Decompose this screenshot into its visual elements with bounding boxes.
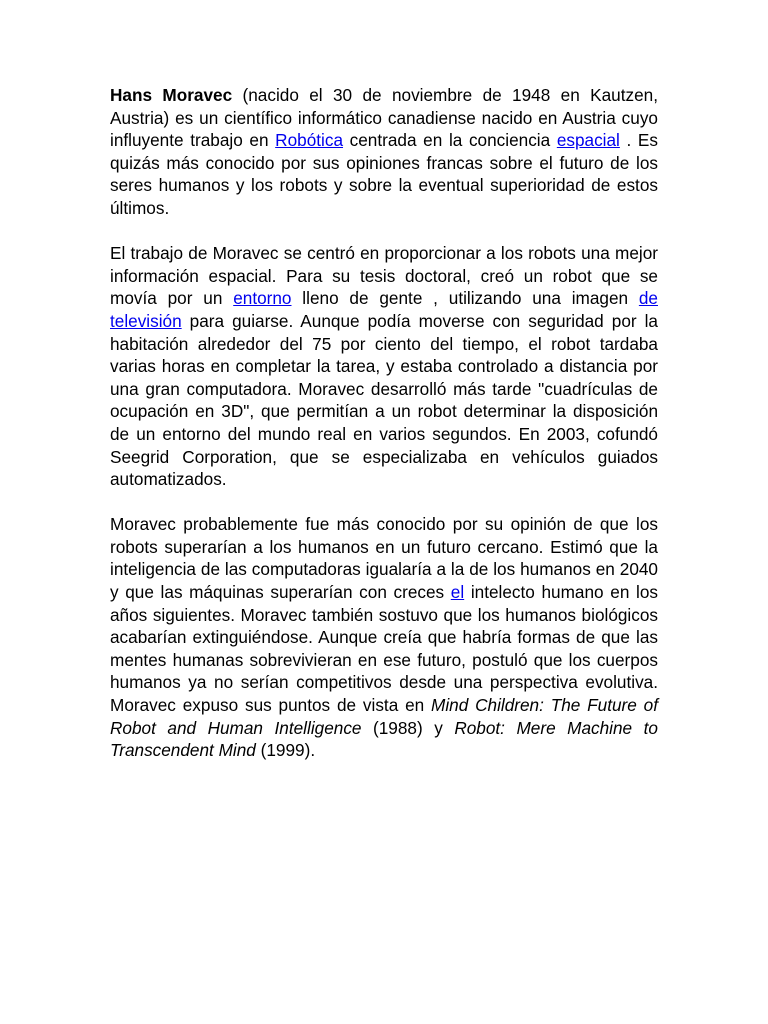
link-el[interactable]: el [450,582,465,603]
link-television[interactable]: de televisión [110,288,658,331]
work-text-3: para guiarse. Aunque podía moverse con seguridad por la habitación alrededor del 75 por ciento del tiempo, el robot tardaba varias horas en completar la tarea, y estaba controlado a distancia por una gran computadora. Moravec desarrolló más tarde "cuadrículas de ocupación en 3D", que permitían a un robot determinar la disposición de un entorno del mundo real en varios segundos. En 2003, cofundó Seegrid Corporation, que se especializaba en vehículos guiados automatizados. [110,310,658,490]
link-entorno[interactable]: entorno [233,288,292,309]
work-text-2: lleno de gente , utilizando una imagen [291,288,639,309]
paragraph-work [110,242,658,491]
work-text-1: El trabajo de Moravec se centró en proporcionar a los robots una mejor información espacial. Para su tesis doctoral, creó un robot que se movía por un [110,243,658,309]
views-text-4: (1999). [255,740,316,761]
views-text-2: intelecto humano en los años siguientes. Moravec también sostuvo que los humanos biológicos acabarían extinguiéndose. Aunque creía que habría formas de que las mentes humanas sobrevivieran en ese futuro, postuló que los cuerpos humanos ya no serían competitivos desde una perspectiva evolutiva. Moravec expuso sus puntos de vista en [110,582,658,716]
paragraph-views [110,513,658,762]
document-page [110,84,658,762]
paragraph-intro [110,84,658,220]
link-robotica[interactable]: Robótica [275,130,344,151]
book-title-robot: Robot: Mere Machine to Transcendent Mind [110,717,658,761]
subject-name: Hans Moravec [110,85,233,105]
book-title-mind-children: Mind Children: The Future of Robot and Human Intelligence [110,695,658,738]
views-text-1: Moravec probablemente fue más conocido por su opinión de que los robots superarían a los humanos en un futuro cercano. Estimó que la inteligencia de las computadoras igualaría a la de los humanos en 2040 y que las máquinas superarían con creces [110,514,658,603]
intro-text-1: (nacido el 30 de noviembre de 1948 en Kautzen, Austria) es un científico informático canadiense nacido en Austria cuyo influyente trabajo en [110,85,658,151]
intro-text-2: centrada en la conciencia [343,130,557,151]
intro-text-3: . Es quizás más conocido por sus opiniones francas sobre el futuro de los seres humanos y los robots y sobre la eventual superioridad de estos últimos. [110,130,658,218]
link-espacial[interactable]: espacial [556,130,620,151]
views-text-3: (1988) y [361,717,455,738]
